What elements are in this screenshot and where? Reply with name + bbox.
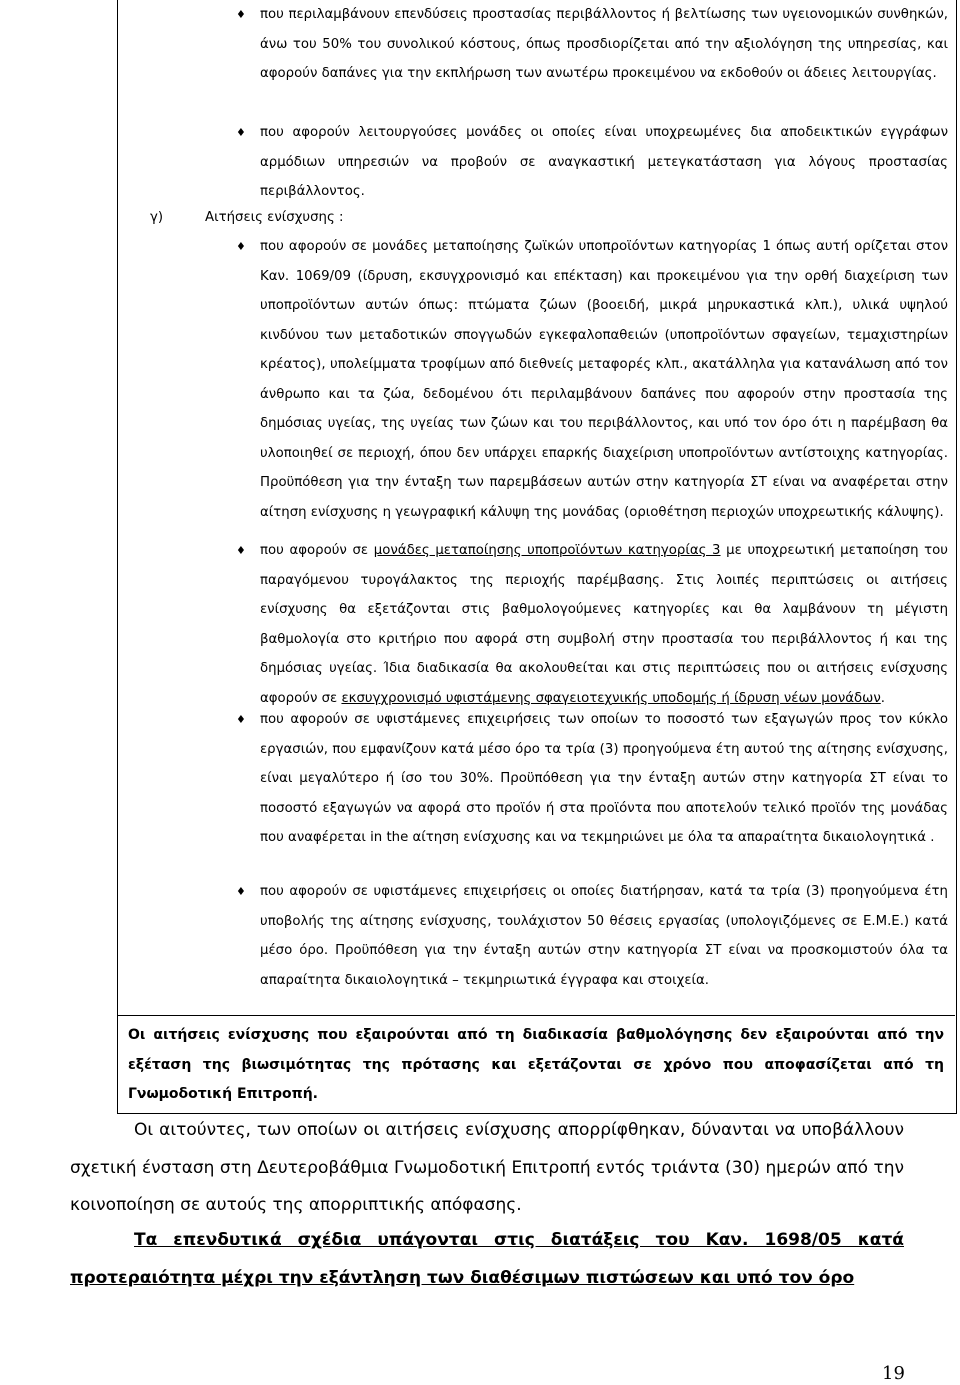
section-title: Αιτήσεις ενίσχυσης : bbox=[205, 210, 344, 225]
bullet-item-4 bbox=[260, 536, 948, 713]
bullet-icon: ♦ bbox=[236, 126, 246, 139]
bullet-item-3: που αφορούν σε μονάδες μεταποίησης ζωϊκών υποπροϊόντων κατηγορίας 1 όπως αυτή ορίζεται στον Καν. 1069/09 (ίδρυση, εκσυγχρονισμό και επέκταση) και προκειμένου για την ορθή διαχείριση των υποπροϊόντων αυτών όπως: πτώματα ζώων (βοοειδή, μικρά μηρυκαστικά κλπ.), υλικά υψηλού κινδύνου των μεταδοτικών σπογγωδών εγκεφαλοπαθειών (υποπροϊόντων σφαγείων, τεμαχιστηρίων κρέατος), υπολείμματα τροφίμων από διεθνείς μεταφορές κλπ., ακατάλληλα για κατανάλωση από τον άνθρωπο και τα ζώα, δεδομένου ότι περιλαμβάνουν δαπάνες που αφορούν στην προστασία της δημόσιας υγείας, της υγείας των ζώων και του περιβάλλοντος, και υπό τον όρο ότι η παρέμβαση θα υλοποιηθεί σε περιοχή, όπου δεν υπάρχει επαρκής διαχείριση υποπροϊόντων αντίστοιχης κατηγορίας. Προϋπόθεση για την ένταξη των παρεμβάσεων αυτών στην κατηγορία ΣΤ είναι να αναφέρεται στην αίτηση ενίσχυσης η γεωγραφική κάλυψη της μονάδας (οριοθέτηση περιοχών υποχρεωτικής κάλυψης). bbox=[260, 239, 948, 520]
bullet-item-5: που αφορούν σε υφιστάμενες επιχειρήσεις των οποίων το ποσοστό των εξαγωγών προς τον κύκλο εργασιών, που εμφανίζουν κατά μέσο όρο τα τρία (3) προηγούμενα έτη αυτού της αίτησης ενίσχυσης, είναι μεγαλύτερο ή ίσο του 30%. Προϋπόθεση για την ένταξη αυτών στην κατηγορία ΣΤ είναι το ποσοστό εξαγωγών να αφορά στο προϊόν ή στα προϊόντα που αποτελούν τελικό προϊόν της μονάδας που αναφέρεται in the αίτηση ενίσχυσης και να τεκμηριώνει με όλα τα απαραίτητα δικαιολογητικά . bbox=[260, 712, 948, 845]
section-label: γ) bbox=[150, 210, 164, 225]
bold-note: Οι αιτήσεις ενίσχυσης που εξαιρούνται από τη διαδικασία βαθμολόγησης δεν εξαιρούνται από την εξέταση της βιωσιμότητας της πρότασης και εξετάζονται σε χρόνο που αποφασίζεται από τη Γνωμοδοτική Επιτροπή. bbox=[128, 1027, 944, 1102]
bullet-item-2: που αφορούν λειτουργούσες μονάδες οι οποίες είναι υποχρεωμένες δια αποδεικτικών εγγράφων αρμόδιων υπηρεσιών να προβούν σε αναγκαστική μετεγκατάσταση για λόγους προστασίας περιβάλλοντος. bbox=[260, 125, 948, 199]
b4-underline-2: εκσυγχρονισμό υφιστάμενης σφαγειοτεχνικής υποδομής ή ίδρυση νέων μονάδων bbox=[341, 690, 881, 706]
bullet-item-6: που αφορούν σε υφιστάμενες επιχειρήσεις οι οποίες διατήρησαν, κατά τα τρία (3) προηγούμενα έτη υποβολής της αίτησης ενίσχυσης, τουλάχιστον 50 θέσεις εργασίας (υπολογιζόμενες σε Ε.Μ.Ε.) κατά μέσο όρο. Προϋπόθεση για την ένταξη αυτών στην κατηγορία ΣΤ είναι να προσκομιστούν όλα τα απαραίτητα δικαιολογητικά – τεκμηριωτικά έγγραφα και στοιχεία. bbox=[260, 884, 948, 988]
bullet-icon: ♦ bbox=[236, 713, 246, 726]
bullet-icon: ♦ bbox=[236, 8, 246, 21]
final-heading: Τα επενδυτικά σχέδια υπάγονται στις διατάξεις του Καν. 1698/05 κατά προτεραιότητα μέχρι την εξάντληση των διαθέσιμων πιστώσεων και υπό τον όρο bbox=[70, 1230, 904, 1288]
page-number: 19 bbox=[882, 1363, 905, 1384]
bullet-icon: ♦ bbox=[236, 240, 246, 253]
bullet-icon: ♦ bbox=[236, 544, 246, 557]
b4-underline-1: μονάδες μεταποίησης υποπροϊόντων κατηγορίας 3 bbox=[373, 543, 721, 558]
b4-pre: που αφορούν σε bbox=[260, 543, 374, 558]
b4-mid: με υποχρεωτική μεταποίηση του παραγόμενου τυρογάλακτος της περιοχής παρέμβασης. Στις λοιπές περιπτώσεις οι αιτήσεις ενίσχυσης θα εξετάζονται στις βαθμολογούμενες κατηγορίες και θα λαμβάνουν τη μέγιστη βαθμολογία στο κριτήριο που αφορά στη συμβολή στην προστασία του περιβάλλοντος ή και της δημόσιας υγείας. Ίδια διαδικασία θα ακολουθείται και στις περιπτώσεις που οι αιτήσεις ενίσχυσης αφορούν σε bbox=[260, 543, 948, 706]
bullet-icon: ♦ bbox=[236, 885, 246, 898]
bullet-item-1: που περιλαμβάνουν επενδύσεις προστασίας περιβάλλοντος ή βελτίωσης των υγειονομικών συνθηκών, άνω του 50% του συνολικού κόστους, όπως προσδιορίζεται από την αξιολόγηση της υπηρεσίας, και αφορούν δαπάνες για την εκπλήρωση των ανωτέρω προκειμένου να εκδοθούν οι άδειες λειτουργίας. bbox=[260, 7, 948, 81]
b4-end: . bbox=[880, 690, 885, 706]
appeal-paragraph: Οι αιτούντες, των οποίων οι αιτήσεις ενίσχυσης απορρίφθηκαν, δύνανται να υποβάλλουν σχετική ένσταση στη Δευτεροβάθμια Γνωμοδοτική Επιτροπή εντός τριάντα (30) ημερών από την κοινοποίηση σε αυτούς της απορριπτικής απόφασης. bbox=[70, 1120, 904, 1215]
